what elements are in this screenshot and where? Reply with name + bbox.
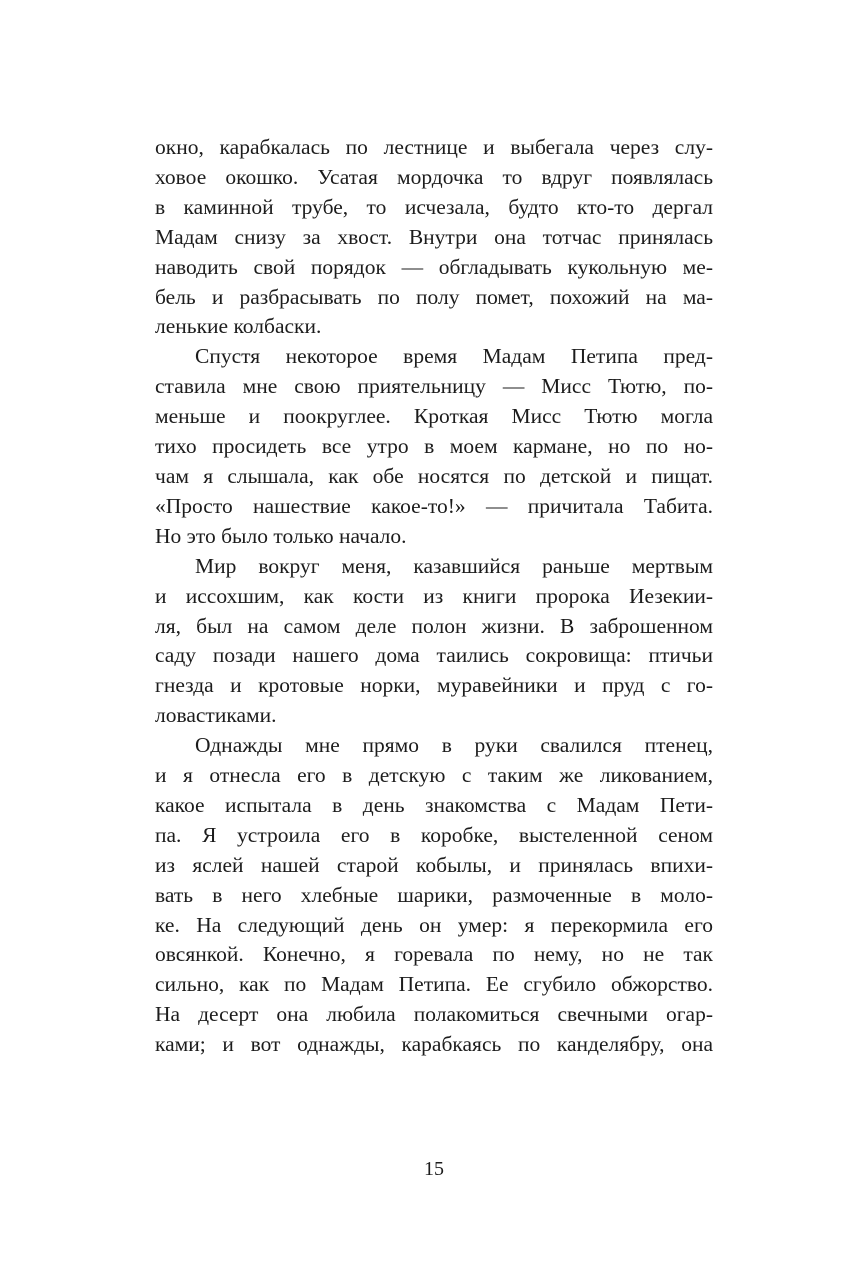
text-line: чам я слышала, как обе носятся по детской и пищат. (155, 463, 713, 488)
text-line: Но это было только начало. (155, 523, 407, 548)
text-line: ля, был на самом деле полон жизни. В заброшенном (155, 613, 713, 638)
text-line: Мадам снизу за хвост. Внутри она тотчас принялась (155, 224, 713, 249)
text-line: гнезда и кротовые норки, муравейники и пруд с го- (155, 673, 713, 698)
text-line: наводить свой порядок — обгладывать кукольную ме- (155, 254, 713, 279)
text-line: бель и разбрасывать по полу помет, похожий на ма- (155, 284, 713, 309)
text-line: ставила мне свою приятельницу — Мисс Тютю, по- (155, 374, 713, 399)
text-line: На десерт она любила полакомиться свечными огар- (155, 1002, 713, 1027)
text-line: ловастиками. (155, 703, 277, 728)
text-line: Однажды мне прямо в руки свалился птенец, (195, 733, 713, 758)
text-line: саду позади нашего дома таились сокровища: птичьи (155, 643, 713, 668)
paragraph (155, 342, 713, 551)
text-line: ками; и вот однажды, карабкаясь по канделябру, она (155, 1032, 713, 1057)
text-line: окно, карабкалась по лестнице и выбегала через слу- (155, 135, 713, 159)
text-line: «Просто нашествие какое-то!» — причитала Табита. (155, 493, 713, 518)
paragraph (155, 133, 713, 342)
text-line: Спустя некоторое время Мадам Петипа пред- (195, 344, 713, 369)
paragraph (155, 552, 713, 731)
text-line: и я отнесла его в детскую с таким же ликованием, (155, 763, 713, 788)
text-line: в каминной трубе, то исчезала, будто кто-то дергал (155, 194, 713, 219)
page-number: 15 (424, 1158, 444, 1180)
text-line: ке. На следующий день он умер: я перекормила его (155, 912, 713, 937)
text-line: из яслей нашей старой кобылы, и принялась впихи- (155, 852, 713, 877)
text-line: овсянкой. Конечно, я горевала по нему, но не так (155, 942, 713, 967)
text-line: па. Я устроила его в коробке, выстеленной сеном (155, 822, 713, 847)
text-line: сильно, как по Мадам Петипа. Ее сгубило обжорство. (155, 972, 713, 997)
text-line: вать в него хлебные шарики, размоченные в моло- (155, 882, 713, 907)
text-line: тихо просидеть все утро в моем кармане, но по но- (155, 434, 713, 459)
paragraph (155, 731, 713, 1060)
text-line: Мир вокруг меня, казавшийся раньше мертвым (195, 553, 713, 578)
text-line: и иссохшим, как кости из книги пророка Иезекии- (155, 583, 713, 608)
body-text (155, 133, 713, 1060)
text-line: меньше и поокруглее. Кроткая Мисс Тютю могла (155, 404, 713, 429)
text-line: ховое окошко. Усатая мордочка то вдруг появлялась (155, 164, 713, 189)
text-line: ленькие колбаски. (155, 314, 322, 339)
text-line: какое испытала в день знакомства с Мадам Пети- (155, 792, 713, 817)
